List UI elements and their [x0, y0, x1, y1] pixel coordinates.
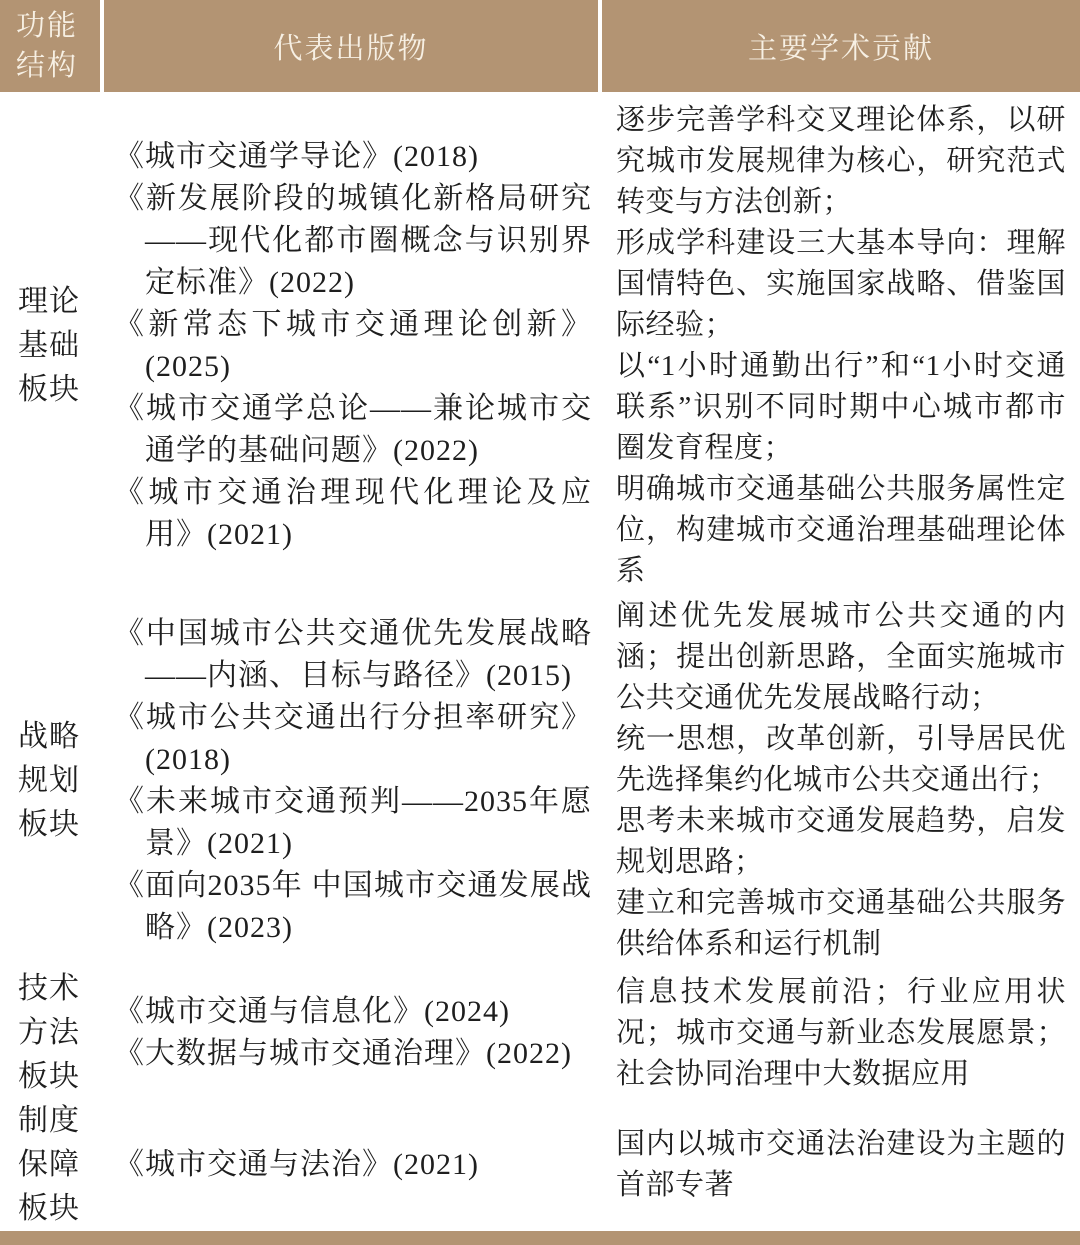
publication-item: 《面向2035年 中国城市交通发展战略》(2023) [114, 868, 592, 944]
table-bottom-rule [0, 1231, 1080, 1245]
header-contributions-label: 主要学术贡献 [747, 32, 934, 65]
contribution-item: 信息技术发展前沿；行业应用状况；城市交通与新业态发展愿景；社会协同治理中大数据应用 [616, 975, 1066, 1090]
contributions-cell [598, 594, 1080, 967]
table-row [0, 594, 1080, 967]
publication-item: 《中国城市公共交通优先发展战略——内涵、目标与路径》(2015) [114, 616, 592, 692]
publications-cell [100, 98, 598, 594]
table-body [0, 92, 1080, 1231]
contribution-item: 逐步完善学科交叉理论体系，以研究城市发展规律为核心，研究范式转变与方法创新； [616, 104, 1066, 218]
header-cell-publications [104, 0, 598, 92]
publication-item: 《新发展阶段的城镇化新格局研究——现代化都市圈概念与识别界定标准》(2022) [114, 182, 592, 299]
table-row [0, 967, 1080, 1099]
row-label: 战略规划板块 [18, 719, 80, 841]
row-label: 技术方法板块 [18, 972, 80, 1093]
table-row [0, 98, 1080, 594]
table-header-row [0, 0, 1080, 92]
row-label-cell [0, 98, 100, 594]
contribution-item: 思考未来城市交通发展趋势，启发规划思路； [616, 805, 1066, 878]
publications-cell [100, 1099, 598, 1231]
row-label: 理论基础板块 [18, 285, 80, 406]
publication-item: 《城市交通学总论——兼论城市交通学的基础问题》(2022) [114, 392, 592, 467]
publication-item: 《城市交通与信息化》(2024) [114, 995, 510, 1028]
contribution-item: 形成学科建设三大基本导向：理解国情特色、实施国家战略、借鉴国际经验； [616, 227, 1066, 341]
publication-item: 《新常态下城市交通理论创新》(2025) [114, 308, 592, 383]
publications-cell [100, 594, 598, 967]
table-row [0, 1099, 1080, 1231]
publication-item: 《城市交通与法治》(2021) [114, 1148, 479, 1181]
contributions-cell [598, 98, 1080, 594]
publication-item: 《大数据与城市交通治理》(2022) [114, 1037, 572, 1070]
header-cell-function-structure [0, 0, 100, 92]
contribution-item: 建立和完善城市交通基础公共服务供给体系和运行机制 [616, 887, 1066, 960]
contribution-item: 明确城市交通基础公共服务属性定位，构建城市交通治理基础理论体系 [616, 473, 1066, 587]
contributions-cell [598, 1099, 1080, 1231]
publication-item: 《城市交通学导论》(2018) [114, 140, 479, 173]
publication-item: 《城市公共交通出行分担率研究》(2018) [114, 700, 592, 776]
contributions-cell [598, 967, 1080, 1099]
header-function-structure-label: 功能结构 [16, 10, 79, 82]
row-label-cell [0, 967, 100, 1099]
row-label-cell [0, 1099, 100, 1231]
contribution-item: 以“1小时通勤出行”和“1小时交通联系”识别不同时期中心城市都市圈发育程度； [616, 350, 1066, 464]
publication-item: 《未来城市交通预判——2035年愿景》(2021) [114, 784, 592, 860]
publication-item: 《城市交通治理现代化理论及应用》(2021) [114, 476, 592, 551]
publications-cell [100, 967, 598, 1099]
contribution-item: 国内以城市交通法治建设为主题的首部专著 [616, 1128, 1066, 1201]
contribution-item: 阐述优先发展城市公共交通的内涵；提出创新思路，全面实施城市公共交通优先发展战略行动； [616, 600, 1066, 714]
header-publications-label: 代表出版物 [273, 32, 429, 65]
header-cell-contributions [602, 0, 1080, 92]
row-label-cell [0, 594, 100, 967]
row-label: 制度保障板块 [18, 1104, 80, 1225]
contribution-item: 统一思想，改革创新，引导居民优先选择集约化城市公共交通出行； [616, 723, 1066, 796]
